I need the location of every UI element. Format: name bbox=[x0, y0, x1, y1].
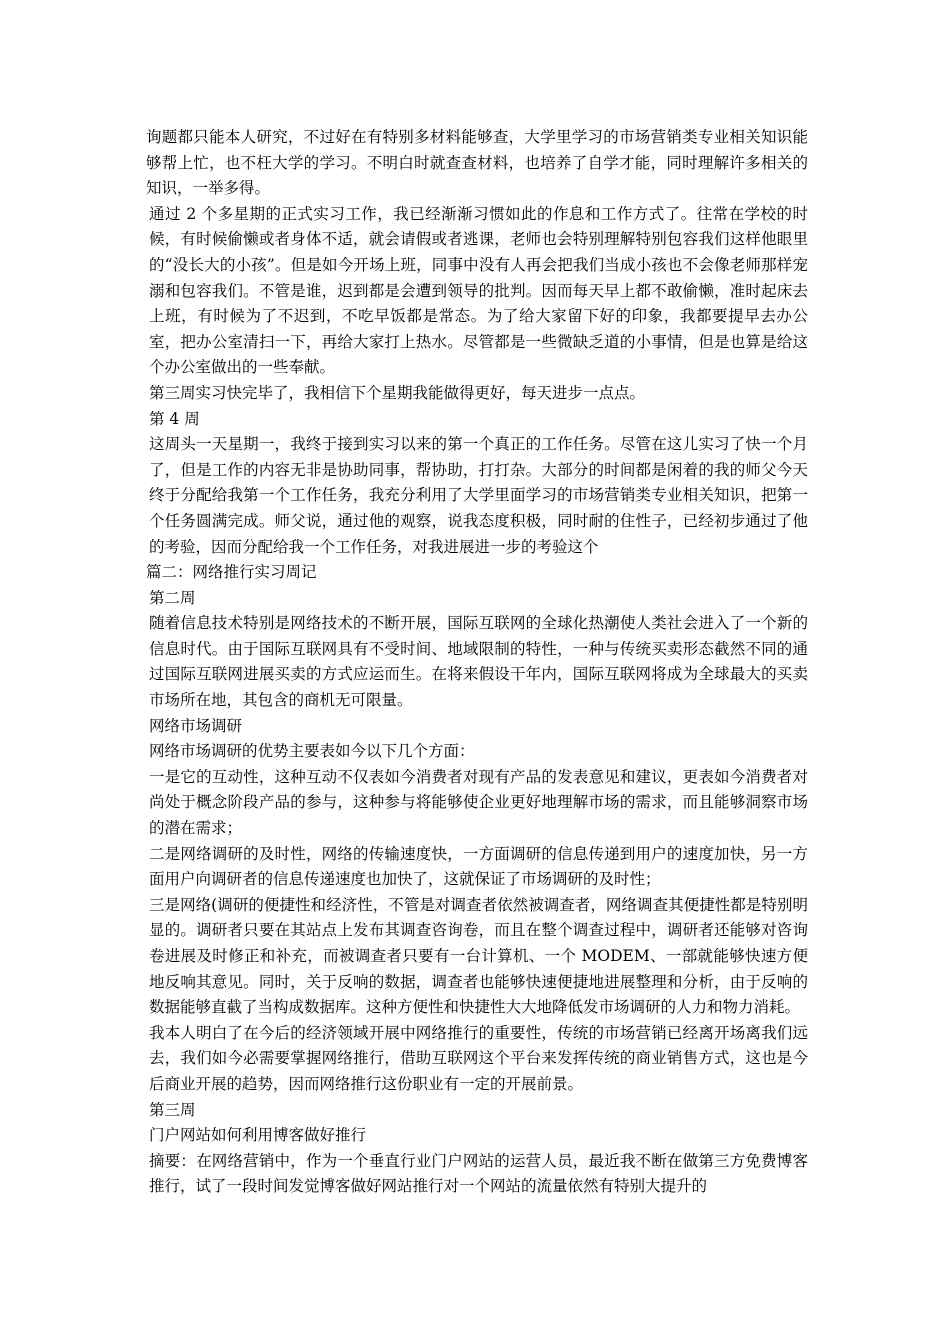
paragraph: 我本人明白了在今后的经济领域开展中网络推行的重要性，传统的市场营销已经离开场离我们远去，我们如今必需要掌握网络推行，借助互联网这个平台来发挥传统的商业销售方式，这也是今后商业开展的趋势，因而网络推行这份职业有一定的开展前景。 bbox=[149, 1023, 808, 1093]
chapter-heading: 篇二：网络推行实习周记 bbox=[146, 563, 317, 582]
paragraph: 这周头一天星期一，我终于接到实习以来的第一个真正的工作任务。尽管在这儿实习了快一个月了，但是工作的内容无非是协助同事，帮协助，打打杂。大部分的时间都是闲着的我的师父今天终于分配给我第一个工作任务，我充分利用了大学里面学习的市场营销类专业相关知识，把第一个任务圆满完成。师父说，通过他的观察，说我态度积极，同时耐的住性子，已经初步通过了他的考验，因而分配给我一个工作任务，对我进展进一步的考验这个 bbox=[149, 435, 808, 556]
paragraph: 一是它的互动性，这种互动不仅表如今消费者对现有产品的发表意见和建议，更表如今消费者对尚处于概念阶段产品的参与，这种参与将能够使企业更好地理解市场的需求，而且能够洞察市场的潜在需求； bbox=[149, 767, 808, 838]
paragraph: 网络市场调研的优势主要表如今以下几个方面： bbox=[149, 742, 475, 761]
section-heading: 第三周 bbox=[149, 1100, 196, 1119]
article-title: 门户网站如何利用博客做好推行 bbox=[149, 1126, 367, 1145]
paragraph: 第三周实习快完毕了，我相信下个星期我能做得更好，每天进步一点点。 bbox=[149, 383, 646, 402]
paragraph: 摘要：在网络营销中，作为一个垂直行业门户网站的运营人员，最近我不断在做第三方免费博客推行，试了一段时间发觉博客做好网站推行对一个网站的流量依然有特别大提升的 bbox=[149, 1151, 808, 1196]
paragraph: 二是网络调研的及时性，网络的传输速度快，一方面调研的信息传递到用户的速度加快，另一方面用户向调研者的信息传递速度也加快了，这就保证了市场调研的及时性； bbox=[149, 844, 808, 889]
document-body bbox=[146, 125, 808, 1200]
paragraph: 三是网络(调研的便捷性和经济性，不管是对调查者依然被调查者，网络调查其便捷性都是特别明显的。调研者只要在其站点上发布其调查咨询卷，而且在整个调查过程中，调研者还能够对咨询卷进展及时修正和补充，而被调查者只要有一台计算机、一个 MODEM、一部就能够快速方便地反响其意见。同时，关于反响的数据，调查者也能够快速便捷地进展整理和分析，由于反响的数据能够直截了当构成数据库。这种方便性和快捷性大大地降低发市场调研的人力和物力消耗。 bbox=[149, 895, 808, 1017]
paragraph: 通过 2 个多星期的正式实习工作，我已经渐渐习惯如此的作息和工作方式了。往常在学校的时候，有时候偷懒或者身体不适，就会请假或者逃课，老师也会特别理解特别包容我们这样他眼里的“没长大的小孩”。但是如今开场上班，同事中没有人再会把我们当成小孩也不会像老师那样宠溺和包容我们。不管是谁，迟到都是会遭到领导的批判。因而每天早上都不敢偷懒，准时起床去上班，有时候为了不迟到，不吃早饭都是常态。为了给大家留下好的印象，我都要提早去办公室，把办公室清扫一下，再给大家打上热水。尽管都是一些微缺乏道的小事情，但是也算是给这个办公室做出的一些奉献。 bbox=[149, 204, 808, 377]
section-heading: 第 4 周 bbox=[149, 409, 200, 428]
paragraph: 询题都只能本人研究，不过好在有特别多材料能够查，大学里学习的市场营销类专业相关知识能够帮上忙，也不枉大学的学习。不明白时就查查材料，也培养了自学才能，同时理解许多相关的知识，一举多得。 bbox=[146, 128, 808, 198]
section-heading: 网络市场调研 bbox=[149, 716, 243, 735]
section-heading: 第二周 bbox=[149, 588, 196, 607]
paragraph: 随着信息技术特别是网络技术的不断开展，国际互联网的全球化热潮使人类社会进入了一个新的信息时代。由于国际互联网具有不受时间、地域限制的特性，一种与传统买卖形态截然不同的通过国际互联网进展买卖的方式应运而生。在将来假设干年内，国际互联网将成为全球最大的买卖市场所在地，其包含的商机无可限量。 bbox=[149, 614, 808, 710]
